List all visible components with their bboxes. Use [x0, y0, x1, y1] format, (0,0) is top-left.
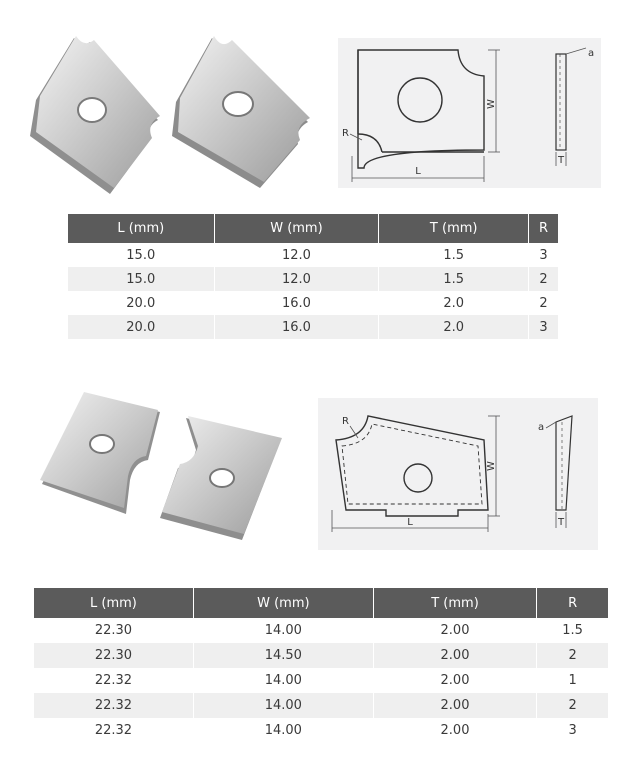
table-cell: 2 [529, 291, 558, 315]
table-row [68, 243, 558, 267]
table-cell: 12.0 [214, 243, 379, 267]
table-row [34, 618, 608, 643]
table-cell: 16.0 [214, 315, 379, 339]
header-cell: W (mm) [193, 588, 373, 618]
insert-photo-left [26, 28, 166, 198]
table-cell: 2.00 [373, 718, 536, 743]
table-cell: 2.00 [373, 618, 536, 643]
table-cell: 22.32 [34, 693, 193, 718]
dimension-w-top: W [486, 99, 497, 109]
table-cell: 1.5 [537, 618, 608, 643]
table-cell: 12.0 [214, 267, 379, 291]
table-cell: 16.0 [214, 291, 379, 315]
table-row [68, 267, 558, 291]
insert-photo-bottom-left [36, 388, 166, 518]
table-cell: 14.00 [193, 693, 373, 718]
header-cell: R [537, 588, 608, 618]
table-cell: 3 [537, 718, 608, 743]
technical-drawing-top-lines [338, 38, 601, 188]
dimension-r-bottom: R [342, 416, 349, 427]
table-cell: 22.32 [34, 718, 193, 743]
header-cell: L (mm) [34, 588, 193, 618]
table-cell: 2.00 [373, 668, 536, 693]
header-cell: W (mm) [214, 214, 379, 243]
header-cell: R [529, 214, 558, 243]
technical-drawing-bottom-lines [318, 398, 598, 550]
table-row [34, 693, 608, 718]
table-cell: 15.0 [68, 243, 214, 267]
table-cell: 1 [537, 668, 608, 693]
table-cell: 2 [537, 643, 608, 668]
table-cell: 22.32 [34, 668, 193, 693]
table-cell: 3 [529, 243, 558, 267]
header-cell: L (mm) [68, 214, 214, 243]
table-cell: 22.30 [34, 643, 193, 668]
table-cell: 2.0 [379, 315, 529, 339]
header-cell: T (mm) [373, 588, 536, 618]
table-cell: 2 [529, 267, 558, 291]
table-cell: 2.0 [379, 291, 529, 315]
table-header-row [34, 588, 608, 618]
header-cell: T (mm) [379, 214, 529, 243]
dimension-t-top: T [557, 155, 565, 166]
table-cell: 1.5 [379, 267, 529, 291]
table-header-row [68, 214, 558, 243]
table-cell: 3 [529, 315, 558, 339]
table-cell: 14.00 [193, 718, 373, 743]
insert-photo-right [168, 26, 318, 196]
table-row [34, 643, 608, 668]
dimension-a-bottom: a [538, 422, 545, 433]
table-cell: 2.00 [373, 693, 536, 718]
table-cell: 22.30 [34, 618, 193, 643]
table-row [34, 668, 608, 693]
dimension-w-bottom: W [486, 461, 497, 471]
dimension-r-top: R [342, 128, 349, 139]
table-cell: 20.0 [68, 315, 214, 339]
insert-photo-bottom-right [158, 412, 288, 542]
table-row [68, 315, 558, 339]
table-cell: 15.0 [68, 267, 214, 291]
dimension-t-bottom: T [557, 517, 565, 528]
table-cell: 20.0 [68, 291, 214, 315]
table-cell: 14.00 [193, 668, 373, 693]
table-cell: 14.00 [193, 618, 373, 643]
table-cell: 2 [537, 693, 608, 718]
dimension-l-top: L [415, 166, 421, 177]
table-row [34, 718, 608, 743]
spec-table-top [68, 214, 558, 339]
dimension-a-top: a [588, 48, 595, 59]
spec-table-bottom [34, 588, 608, 743]
dimension-l-bottom: L [407, 517, 413, 528]
table-row [68, 291, 558, 315]
table-cell: 1.5 [379, 243, 529, 267]
table-cell: 2.00 [373, 643, 536, 668]
table-cell: 14.50 [193, 643, 373, 668]
